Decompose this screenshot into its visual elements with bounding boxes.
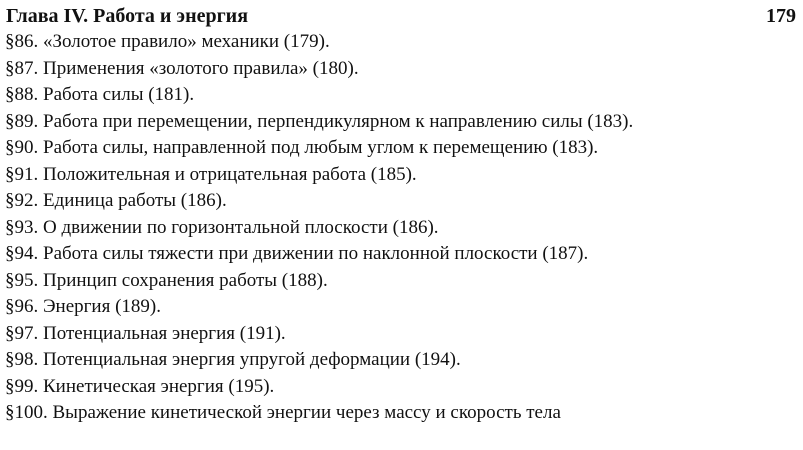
- chapter-page-number: 179: [766, 5, 796, 27]
- toc-entry-92: §92. Единица работы (186).: [5, 190, 227, 211]
- table-of-contents: [5, 29, 795, 427]
- toc-entry-99: §99. Кинетическая энергия (195).: [5, 375, 275, 397]
- toc-entry-95: §95. Принцип сохранения работы (188).: [5, 269, 328, 291]
- toc-entry-96: §96. Энергия (189).: [5, 296, 161, 317]
- toc-entry-90: §90. Работа силы, направленной под любым углом к перемещению (183).: [5, 137, 599, 158]
- toc-entry-94: §94. Работа силы тяжести при движении по наклонной плоскости (187).: [5, 243, 589, 264]
- toc-entry-91: §91. Положительная и отрицательная работа (185).: [5, 163, 417, 185]
- toc-entry-93: §93. О движении по горизонтальной плоскости (186).: [5, 216, 439, 238]
- toc-entry-98: §98. Потенциальная энергия упругой деформации (194).: [5, 349, 461, 370]
- toc-entry-97: §97. Потенциальная энергия (191).: [5, 322, 286, 344]
- chapter-heading: [6, 3, 796, 29]
- toc-entry-88: §88. Работа силы (181).: [5, 84, 195, 105]
- toc-entry-86: §86. «Золотое правило» механики (179).: [5, 31, 330, 52]
- toc-entry-100: §100. Выражение кинетической энергии через массу и скорость тела: [5, 402, 561, 423]
- chapter-title: Глава IV. Работа и энергия: [6, 5, 249, 27]
- toc-entry-89: §89. Работа при перемещении, перпендикулярном к направлению силы (183).: [5, 110, 634, 132]
- toc-entry-87: §87. Применения «золотого правила» (180).: [5, 57, 359, 79]
